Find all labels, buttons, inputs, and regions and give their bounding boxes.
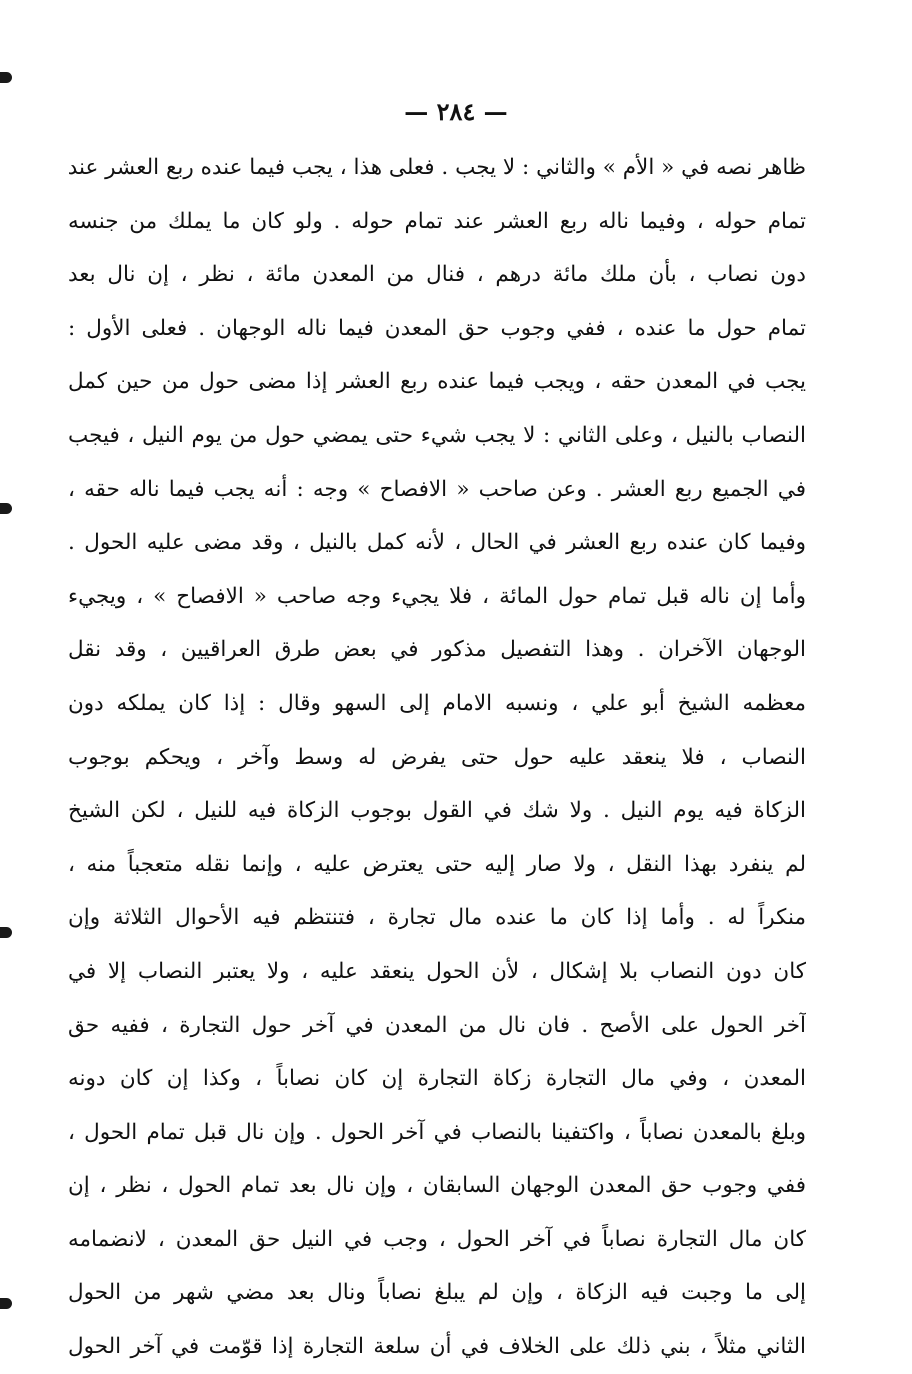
text-line: الزكاة فيه يوم النيل . ولا شك في القول بوجوب الزكاة فيه للنيل ، لكن الشيخ: [68, 798, 806, 824]
text-line: منكراً له . وأما إذا كان ما عنده مال تجارة ، فتنتظم فيه الأحوال الثلاثة وإن: [68, 905, 806, 931]
text-line: في الجميع ربع العشر . وعن صاحب « الافصاح » وجه : أنه يجب فيما ناله حقه ،: [68, 476, 806, 502]
text-line: معظمه الشيخ أبو علي ، ونسبه الامام إلى السهو وقال : إذا كان يملكه دون: [68, 690, 806, 716]
text-line: ففي وجوب حق المعدن الوجهان السابقان ، وإن نال بعد تمام الحول ، نظر ، إن: [68, 1173, 806, 1199]
text-line: لم ينفرد بهذا النقل ، ولا صار إليه حتى يعترض عليه ، وإنما نقله متعجباً منه ،: [68, 851, 806, 877]
page-number: — ٢٨٤ —: [404, 97, 508, 126]
margin-mark: [0, 927, 12, 938]
text-line: آخر الحول على الأصح . فان نال من المعدن في آخر حول التجارة ، ففيه حق: [68, 1012, 806, 1038]
text-line: ظاهر نصه في « الأم » والثاني : لا يجب . فعلى هذا ، يجب فيما عنده ربع العشر عند: [68, 155, 806, 180]
text-line: تمام حول ما عنده ، ففي وجوب حق المعدن فيما ناله الوجهان . فعلى الأول :: [68, 315, 806, 341]
text-line: النصاب بالنيل ، وعلى الثاني : لا يجب شيء حتى يمضي حول من يوم النيل ، فيجب: [68, 422, 806, 448]
text-line: تمام حوله ، وفيما ناله ربع العشر عند تمام حوله . ولو كان ما يملك من جنسه: [68, 208, 806, 234]
margin-mark: [0, 503, 12, 514]
text-line: دون نصاب ، بأن ملك مائة درهم ، فنال من المعدن مائة ، نظر ، إن نال بعد: [68, 262, 806, 288]
text-line: النصاب ، فلا ينعقد عليه حول حتى يفرض له وسط وآخر ، ويحكم بوجوب: [68, 744, 806, 770]
text-line: المعدن ، وفي مال التجارة زكاة التجارة إن كان نصاباً ، وكذا إن كان دونه: [68, 1066, 806, 1092]
text-line: وأما إن ناله قبل تمام حول المائة ، فلا يجيء وجه صاحب « الافصاح » ، ويجيء: [68, 583, 806, 609]
text-line: الثاني مثلاً ، بني ذلك على الخلاف في أن سلعة التجارة إذا قوّمت في آخر الحول: [68, 1334, 806, 1360]
text-line: وبلغ بالمعدن نصاباً ، واكتفينا بالنصاب في آخر الحول . وإن نال قبل تمام الحول ،: [68, 1119, 806, 1145]
text-line: يجب في المعدن حقه ، ويجب فيما عنده ربع العشر إذا مضى حول من حين كمل: [68, 369, 806, 395]
margin-mark: [0, 1298, 12, 1309]
text-line: وفيما كان عنده ربع العشر في الحال ، لأنه كمل بالنيل ، وقد مضى عليه الحول .: [68, 530, 806, 556]
body-text: [68, 141, 806, 1374]
margin-mark: [0, 72, 12, 83]
text-line: كان مال التجارة نصاباً في آخر الحول ، وجب في النيل حق المعدن ، لانضمامه: [68, 1226, 806, 1252]
text-line: كان دون النصاب بلا إشكال ، لأن الحول ينعقد عليه ، ولا يعتبر النصاب إلا في: [68, 958, 806, 984]
text-line: الوجهان الآخران . وهذا التفصيل مذكور في بعض طرق العراقيين ، وقد نقل: [68, 637, 806, 663]
text-line: إلى ما وجبت فيه الزكاة ، وإن لم يبلغ نصاباً ونال بعد مضي شهر من الحول: [68, 1280, 806, 1306]
